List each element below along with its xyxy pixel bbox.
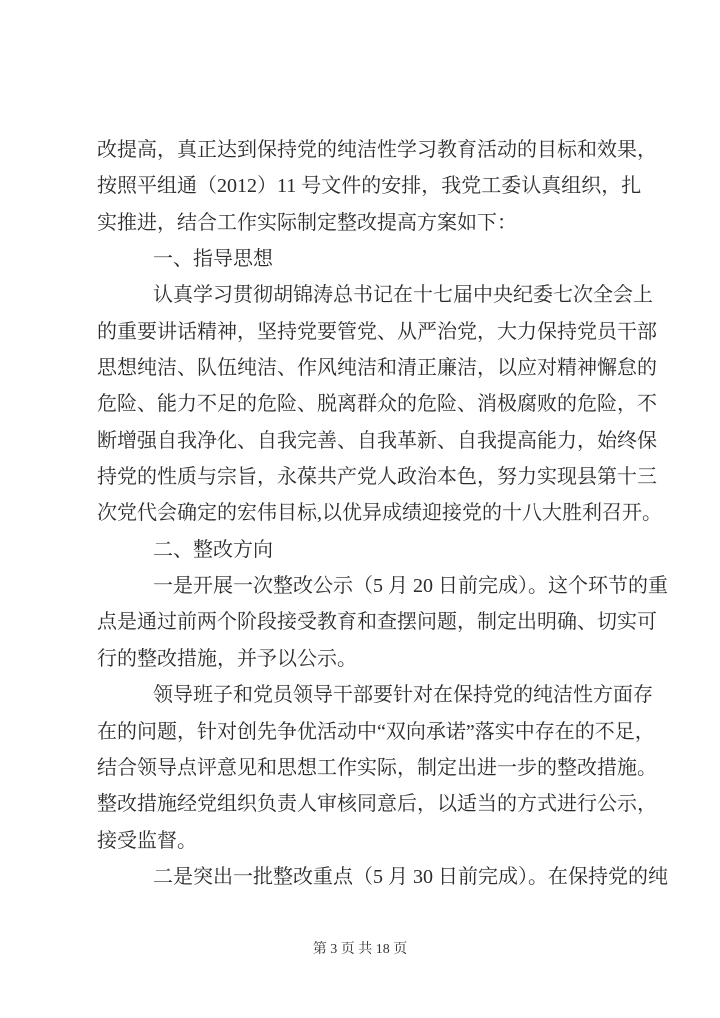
text-line: 一、指导思想: [153, 248, 273, 271]
text-line: 一是开展一次整改公示（5 月 20 日前完成）。这个环节的重: [153, 575, 668, 598]
text-line: 按照平组通（2012）11 号文件的安排，我党工委认真组织，扎: [97, 175, 642, 198]
text-line: 次党代会确定的宏伟目标,以优异成绩迎接党的十八大胜利召开。: [97, 502, 662, 525]
text-line: 行的整改措施，并予以公示。: [97, 647, 357, 670]
text-line: 认真学习贯彻胡锦涛总书记在十七届中央纪委七次全会上: [153, 284, 653, 307]
text-line: 断增强自我净化、自我完善、自我革新、自我提高能力，始终保: [97, 429, 657, 452]
page-footer: 第 3 页 共 18 页: [312, 942, 408, 957]
text-line: 结合领导点评意见和思想工作实际，制定出进一步的整改措施。: [97, 756, 657, 779]
text-line: 点是通过前两个阶段接受教育和查摆问题，制定出明确、切实可: [97, 611, 657, 634]
text-line: 二、整改方向: [153, 538, 273, 561]
text-line: 接受监督。: [97, 829, 197, 852]
text-line: 整改措施经党组织负责人审核同意后，以适当的方式进行公示，: [97, 793, 657, 816]
text-line: 的重要讲话精神，坚持党要管党、从严治党，大力保持党员干部: [97, 320, 657, 343]
text-line: 思想纯洁、队伍纯洁、作风纯洁和清正廉洁，以应对精神懈怠的: [97, 357, 657, 380]
document-body: [97, 132, 668, 895]
text-line: 实推进，结合工作实际制定整改提高方案如下：: [97, 211, 517, 234]
text-line: 持党的性质与宗旨，永葆共产党人政治本色，努力实现县第十三: [97, 466, 657, 489]
text-line: 领导班子和党员领导干部要针对在保持党的纯洁性方面存: [153, 684, 653, 707]
text-line: 危险、能力不足的危险、脱离群众的危险、消极腐败的危险，不: [97, 393, 657, 416]
text-line: 二是突出一批整改重点（5 月 30 日前完成）。在保持党的纯: [153, 865, 668, 888]
text-line: 在的问题，针对创先争优活动中“双向承诺”落实中存在的不足，: [97, 720, 655, 743]
text-line: 改提高，真正达到保持党的纯洁性学习教育活动的目标和效果，: [97, 139, 657, 161]
